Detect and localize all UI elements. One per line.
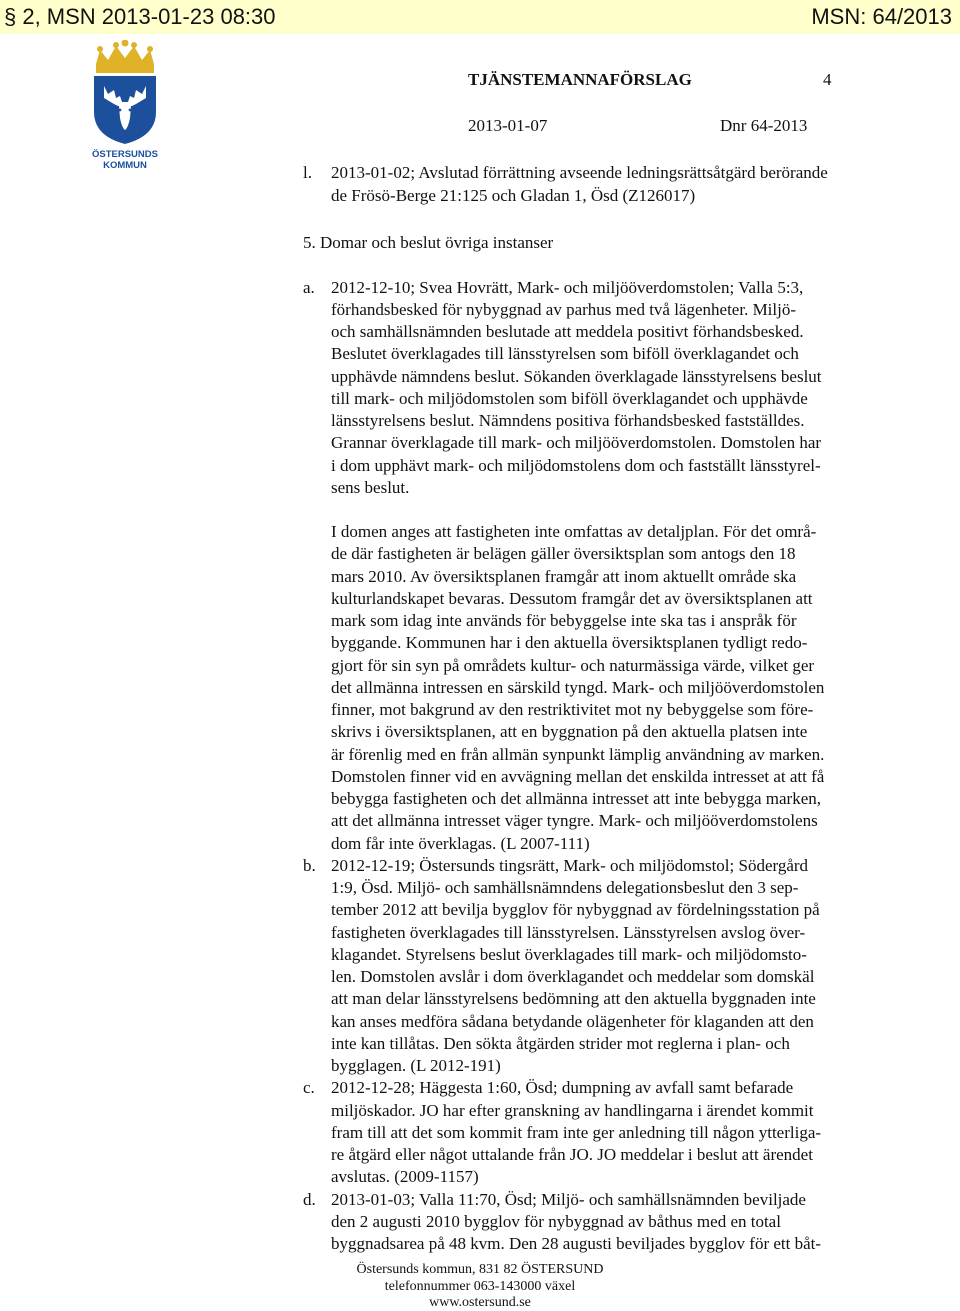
item-a-line: Beslutet överklagades till länsstyrelsen som biföll överklagandet och: [331, 344, 799, 363]
item-l-marker: l.: [303, 163, 312, 182]
meeting-reference-bar: [0, 0, 960, 34]
item-a-para2-line: gjort för sin syn på områdets kultur- och naturmässiga värde, vilket ger: [331, 656, 815, 675]
item-a-para2-line: skrivs i översiktsplanen, att en byggnation på den aktuella platsen inte: [331, 722, 808, 741]
item-a-para2-line: byggande. Kommunen har i den aktuella översiktsplanen tydligt redo-: [331, 633, 808, 652]
item-b-line: kan anses medföra sådana betydande olägenheter för klaganden att den: [331, 1012, 814, 1031]
item-c-line: fram till att det som kommit fram inte ger anledning till någon ytterliga-: [331, 1123, 822, 1142]
item-a-para2-line: Domstolen finner vid en avvägning mellan det enskilda intresset at att få: [331, 767, 825, 786]
item-c-marker: c.: [303, 1078, 315, 1097]
item-a-line: 2012-12-10; Svea Hovrätt, Mark- och miljööverdomstolen; Valla 5:3,: [331, 278, 804, 297]
item-a-para2-line: mars 2010. Av översiktsplanen framgår att inom aktuellt område ska: [331, 567, 797, 586]
item-b-line: 1:9, Ösd. Miljö- och samhällsnämndens delegationsbeslut den 3 sep-: [331, 878, 799, 897]
item-a-para2-line: det allmänna intressen en särskild tyngd. Mark- och miljööverdomstolen: [331, 678, 825, 697]
footer-address: Östersunds kommun, 831 82 ÖSTERSUND: [356, 1262, 604, 1277]
item-c-line: miljöskador. JO har efter granskning av handlingarna i ärendet kommit: [331, 1101, 814, 1120]
item-d-line: byggnadsarea på 48 kvm. Den 28 augusti beviljades bygglov för ett båt-: [331, 1234, 822, 1253]
item-b-marker: b.: [303, 856, 316, 875]
item-a-para2-line: mark som idag inte används för bebyggelse inte ska tas i anspråk för: [331, 611, 797, 630]
item-d-line: den 2 augusti 2010 bygglov för nybyggnad av båthus med en total: [331, 1212, 781, 1231]
item-a-line: i dom upphävt mark- och miljödomstolens dom och fastställt länsstyrel-: [331, 456, 821, 475]
item-a-line: länsstyrelsens beslut. Nämndens positiva förhandsbesked fastställdes.: [331, 411, 805, 430]
document-type-title: TJÄNSTEMANNAFÖRSLAG: [468, 70, 692, 89]
section-5-heading: 5. Domar och beslut övriga instanser: [303, 233, 554, 252]
item-a-para2-line: I domen anges att fastigheten inte omfattas av detaljplan. För det områ-: [331, 522, 817, 541]
item-b-line: bygglagen. (L 2012-191): [331, 1056, 501, 1075]
coat-of-arms-logo: [86, 40, 164, 170]
item-a-para2-line: att det allmänna intresset väger tyngre. Mark- och miljööverdomstolens: [331, 811, 818, 830]
item-a-line: sens beslut.: [331, 478, 410, 497]
item-d-line: 2013-01-03; Valla 11:70, Ösd; Miljö- och samhällsnämnden beviljade: [331, 1190, 806, 1209]
item-b-line: 2012-12-19; Östersunds tingsrätt, Mark- och miljödomstol; Södergård: [331, 856, 809, 875]
item-d-marker: d.: [303, 1190, 316, 1209]
item-l-line: 2013-01-02; Avslutad förrättning avseende ledningsrättsåtgärd berörande: [331, 163, 828, 182]
item-l-line: de Frösö-Berge 21:125 och Gladan 1, Ösd (Z126017): [331, 186, 696, 205]
item-a-marker: a.: [303, 278, 315, 297]
item-a-line: upphävde nämndens beslut. Sökanden överklagade länsstyrelsens beslut: [331, 367, 822, 386]
footer-phone: telefonnummer 063-143000 växel: [384, 1279, 576, 1294]
item-a-line: och samhällsnämnden beslutade att meddela positivt förhandsbesked.: [331, 322, 804, 341]
item-a-para2-line: dom får inte överklagas. (L 2007-111): [331, 834, 590, 853]
page-number: 4: [823, 70, 832, 89]
meeting-reference: § 2, MSN 2013-01-23 08:30: [4, 4, 276, 29]
crown-icon: [96, 40, 154, 73]
item-c-line: 2012-12-28; Häggesta 1:60, Ösd; dumpning av avfall samt befarade: [331, 1078, 794, 1097]
item-a-para2-line: är förenlig med en från allmän synpunkt lämplig användning av marken.: [331, 745, 825, 764]
item-a-line: Grannar överklagade till mark- och miljööverdomstolen. Domstolen har: [331, 433, 822, 452]
logo-text-line1: ÖSTERSUNDS: [92, 149, 158, 160]
item-a-para2-line: kulturlandskapet bevaras. Dessutom framgår det av översiktsplanen att: [331, 589, 813, 608]
item-c-line: re åtgärd eller något uttalande från JO. JO meddelar i beslut att ärendet: [331, 1145, 813, 1164]
item-b-line: tember 2012 att bevilja bygglov för nybyggnad av fördelningsstation på: [331, 900, 820, 919]
item-a-line: till mark- och miljödomstolen som biföll överklagandet och upphävde: [331, 389, 808, 408]
item-a-line: förhandsbesked för nybyggnad av parhus med två lägenheter. Miljö-: [331, 300, 797, 319]
item-a-para2-line: de där fastigheten är belägen gäller översiktsplan som antogs den 18: [331, 544, 796, 563]
footer-website: www.ostersund.se: [429, 1295, 531, 1310]
item-a-para2-line: finner, mot bakgrund av den restriktivitet mot ny bebyggelse som före-: [331, 700, 814, 719]
document-date: 2013-01-07: [468, 116, 548, 135]
item-c-line: avslutas. (2009-1157): [331, 1167, 479, 1186]
item-b-line: fastigheten överklagades till länsstyrelsen. Länsstyrelsen avslog över-: [331, 923, 806, 942]
item-a-para2-line: bebygga fastigheten och det allmänna intresset att inte bebygga marken,: [331, 789, 821, 808]
case-number: MSN: 64/2013: [811, 4, 952, 29]
item-b-line: inte kan tillåtas. Den sökta åtgärden strider mot reglerna i plan- och: [331, 1034, 790, 1053]
item-b-line: klagandet. Styrelsens beslut överklagades till mark- och miljödomsto-: [331, 945, 807, 964]
diary-number: Dnr 64-2013: [720, 116, 808, 135]
logo-text-line2: KOMMUN: [103, 160, 147, 170]
item-b-line: att man delar länsstyrelsens bedömning att den aktuella byggnaden inte: [331, 989, 816, 1008]
item-b-line: len. Domstolen avslår i dom överklagandet och meddelar som domskäl: [331, 967, 815, 986]
